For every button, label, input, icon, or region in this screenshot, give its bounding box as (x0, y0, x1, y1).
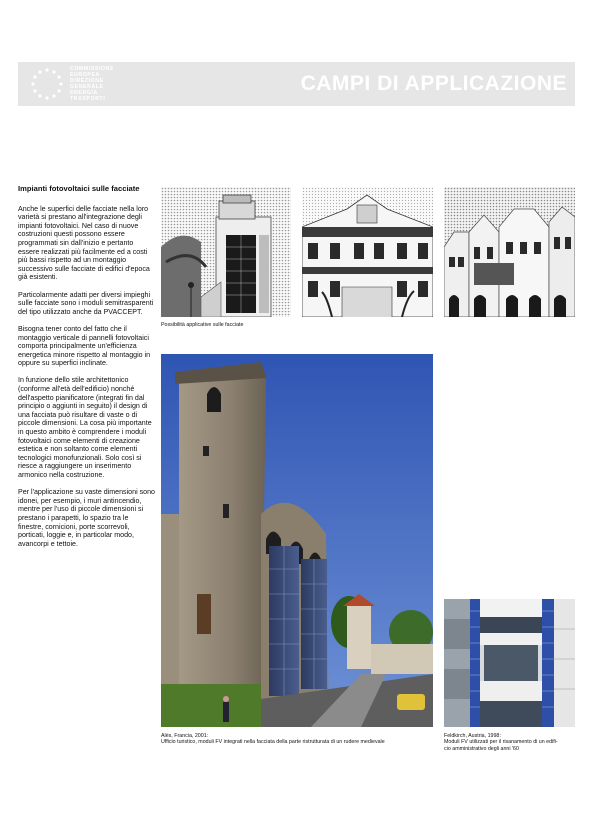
side-photo-office-facade (444, 599, 575, 727)
caption-line: Moduli FV utilizzati per il risanamento di un edifi- (444, 739, 558, 746)
eu-stars-logo (23, 66, 71, 102)
paragraph: In funzione dello stile architettonico (conforme all'età dell'edificio) nonché dell'aspetto pianificatore (integrati fin dal principio o aggiunti in seguito) il design di una facciata può risultare di vaste o di piccole dimensioni. La cosa più importante in questo ambito è comprendere i moduli fotovoltaici come elementi di creazione estetica e non soltanto come elementi tecnologici monofunzionali. Solo così si riesce a raggiungere un inserimento armonico nella costruzione. (18, 376, 152, 479)
caption-line: Feldkirch, Austria, 1998: (444, 733, 501, 739)
paragraph: Bisogna tener conto del fatto che il montaggio verticale di pannelli fotovoltaici comporta principalmente un'efficienza energetica minore rispetto al montaggio in oppure su superfici inclinate. (18, 324, 151, 368)
side-photo-caption (444, 733, 558, 752)
caption-line: cio amministrativo degli anni '60 (444, 745, 519, 752)
logo-text (70, 67, 128, 102)
page-title: CAMPI DI APPLICAZIONE (300, 72, 567, 95)
main-photo-medieval-tower (161, 354, 433, 727)
logo-line: GENERALE (70, 83, 104, 90)
caption-line: Ufficio turistico, moduli FV integrati nella facciata della parte ristrutturata di un rudere medievale (161, 739, 385, 746)
sketches-caption (161, 322, 243, 328)
article-heading: Impianti fotovoltaici sulle facciate (18, 184, 140, 193)
facade-sketch-villa (302, 187, 433, 317)
paragraph: Anche le superfici delle facciate nella loro varietà si prestano all'integrazione degli impianti fotovoltaici. Nel caso di nuove costruzioni questi possono essere programmati sin dall'inizio e pertanto essere realizzati più facilmente ed a costi più bassi rispetto ad un montaggio successivo sulle facciate di edifici d'epoca già esistenti. (18, 204, 150, 282)
facade-sketch-tower (161, 187, 291, 317)
caption-line: Alès, Francia, 2001: (161, 733, 209, 739)
paragraph: Per l'applicazione su vaste dimensioni sono idonei, per esempio, i muri antincendio, mentre per l'uso di piccole dimensioni si prestano i parapetti, lo spazio tra le finestre, cornicioni, porte scorrevoli, porticati, loggie e, in particolar modo, avancorpi e tettoie. (18, 488, 156, 548)
logo-line: TRASPORTI (70, 95, 106, 102)
logo-line: EUROPEA (70, 71, 100, 78)
logo-line: COMMISSIONE (70, 66, 115, 72)
caption-line: Possibilità applicative sulle facciate (161, 322, 244, 328)
paragraph: Particolarmente adatti per diversi impieghi sulle facciate sono i moduli semitrasparenti del tipo utilizzato anche da PVACCEPT. (18, 290, 154, 316)
main-photo-caption (161, 733, 385, 746)
logo-line: DIREZIONE (70, 77, 104, 84)
article-text (18, 185, 155, 557)
logo-line: ENERGIA (70, 89, 98, 96)
header-banner (18, 62, 575, 106)
facade-sketch-street (444, 187, 575, 317)
